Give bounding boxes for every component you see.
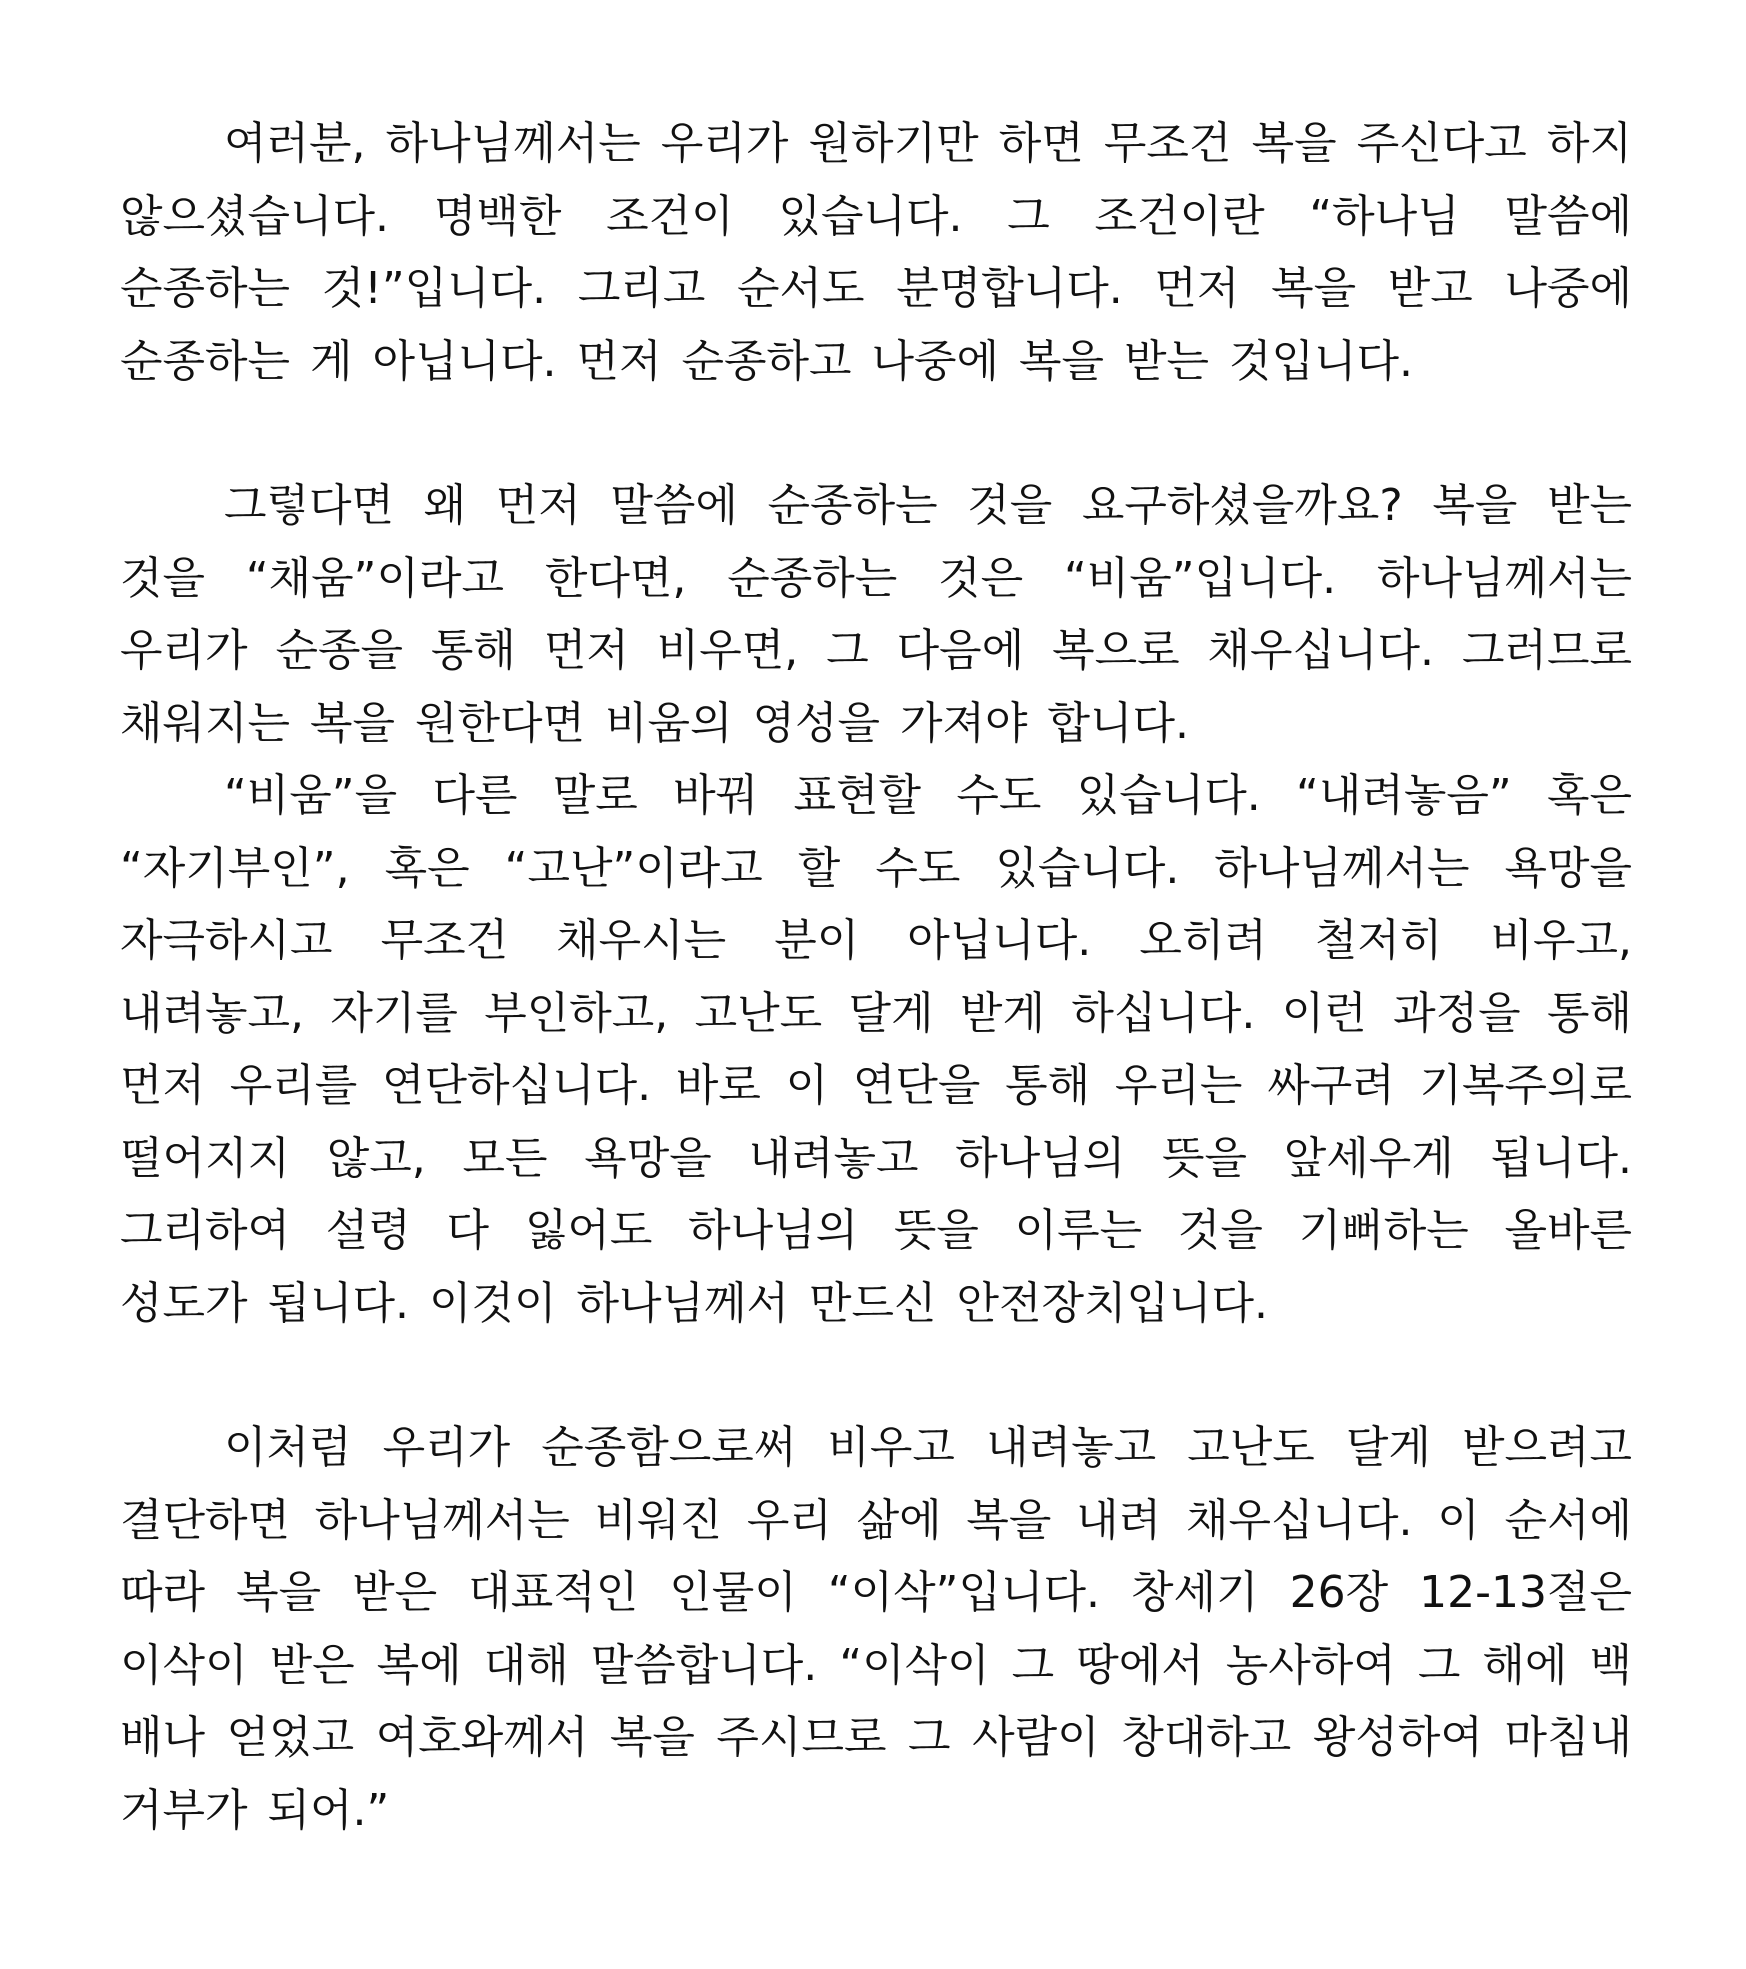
paragraph-spacer bbox=[120, 398, 1632, 470]
paragraph-3: “비움”을 다른 말로 바꿔 표현할 수도 있습니다. “내려놓음” 혹은 “자기부인”, 혹은 “고난”이라고 할 수도 있습니다. 하나님께서는 욕망을 자극하시고 무조건 채우시는 분이 아닙니다. 오히려 철저히 비우고, 내려놓고, 자기를 부인하고, 고난도 달게 받게 하십니다. 이런 과정을 통해 먼저 우리를 연단하십니다. 바로 이 연단을 통해 우리는 싸구려 기복주의로 떨어지지 않고, 모든 욕망을 내려놓고 하나님의 뜻을 앞세우게 됩니다. 그리하여 설령 다 잃어도 하나님의 뜻을 이루는 것을 기뻐하는 올바른 성도가 됩니다. 이것이 하나님께서 만드신 안전장치입니다. bbox=[120, 770, 1632, 1329]
document-page bbox=[120, 108, 1632, 1847]
paragraph-spacer bbox=[120, 1340, 1632, 1412]
paragraph-1: 여러분, 하나님께서는 우리가 원하기만 하면 무조건 복을 주신다고 하지 않으셨습니다. 명백한 조건이 있습니다. 그 조건이란 “하나님 말씀에 순종하는 것!”입니다. 그리고 순서도 분명합니다. 먼저 복을 받고 나중에 순종하는 게 아닙니다. 먼저 순종하고 나중에 복을 받는 것입니다. bbox=[120, 118, 1632, 387]
paragraph-2: 그렇다면 왜 먼저 말씀에 순종하는 것을 요구하셨을까요? 복을 받는 것을 “채움”이라고 한다면, 순종하는 것은 “비움”입니다. 하나님께서는 우리가 순종을 통해 먼저 비우면, 그 다음에 복으로 채우십니다. 그러므로 채워지는 복을 원한다면 비움의 영성을 가져야 합니다. bbox=[120, 480, 1632, 749]
paragraph-4: 이처럼 우리가 순종함으로써 비우고 내려놓고 고난도 달게 받으려고 결단하면 하나님께서는 비워진 우리 삶에 복을 내려 채우십니다. 이 순서에 따라 복을 받은 대표적인 인물이 “이삭”입니다. 창세기 26장 12-13절은 이삭이 받은 복에 대해 말씀합니다. “이삭이 그 땅에서 농사하여 그 해에 백 배나 얻었고 여호와께서 복을 주시므로 그 사람이 창대하고 왕성하여 마침내 거부가 되어.” bbox=[120, 1422, 1632, 1836]
